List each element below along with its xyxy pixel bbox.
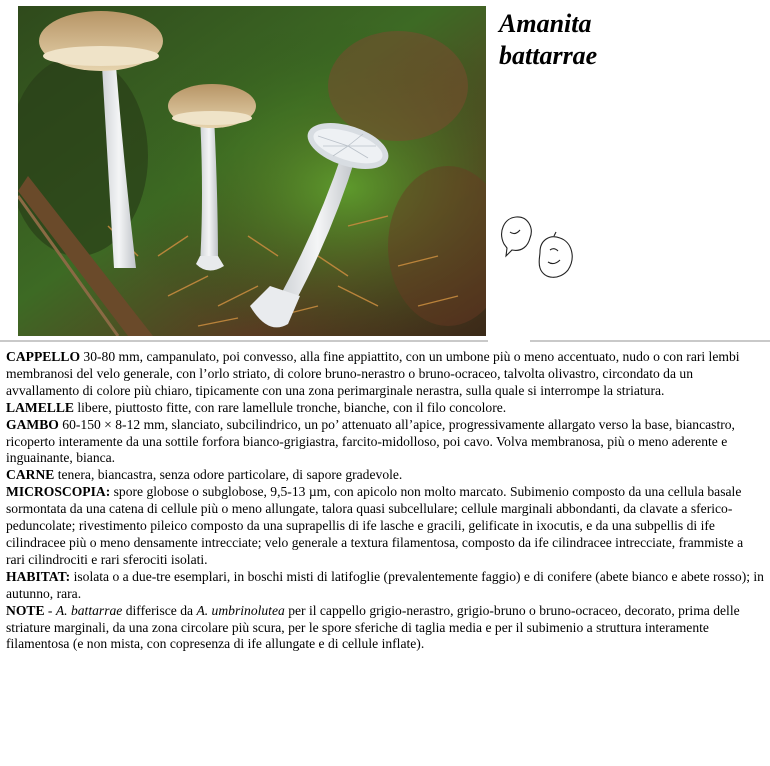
section-label: CAPPELLO bbox=[6, 349, 81, 364]
section-text: tenera, biancastra, senza odore particolare, di sapore gradevole. bbox=[54, 467, 403, 483]
section-note bbox=[6, 603, 764, 654]
section-text: spore globose o subglobose, 9,5-13 µm, con apicolo non molto marcato. Subimenio composto da una cellula basale sormontata da una catena di cellule più o meno allungate, talora quasi subcellulare; cellule marginali abbondanti, da clavate a sferico-peduncolate; rivestimento pileico composto da una suprapellis di ife lasche e gracili, gelificate in ixocutis, e da una subpellis di ife cilindracee più o meno densamente intrecciate; velo generale a textura filamentosa, composto da ife cilindracee intrecciate, frammiste a rari cilindrociti e rari sferociti isolati. bbox=[6, 484, 744, 567]
section-text: 30-80 mm, campanulato, poi convesso, alla fine appiattito, con un umbone più o meno accentuato, nudo o con rari lembi membranosi del velo generale, con l’orlo striato, di colore bruno-nerastro o bruno-ocraceo, talvolta olivastro, circondato da un avvallamento di colore più chiaro, tipicamente con una zona perimarginale nerastra, sulla quale si interrompe la striatura. bbox=[6, 349, 740, 398]
section-label: MICROSCOPIA: bbox=[6, 484, 111, 500]
divider-right bbox=[530, 340, 770, 342]
section-habitat bbox=[6, 569, 764, 603]
spore-drawing-icon bbox=[496, 210, 596, 290]
section-cappello bbox=[6, 349, 764, 400]
species-name-italic: A. battarrae bbox=[55, 602, 123, 618]
section-gambo bbox=[6, 417, 764, 468]
section-microscopia bbox=[6, 484, 764, 569]
section-label: CARNE bbox=[6, 467, 55, 483]
section-label: LAMELLE bbox=[6, 399, 74, 415]
note-text: differisce da bbox=[122, 602, 197, 618]
species-name: battarrae bbox=[499, 41, 598, 70]
genus-name: Amanita bbox=[499, 9, 592, 38]
divider-left bbox=[0, 340, 488, 342]
section-lamelle bbox=[6, 400, 764, 417]
section-text: libere, piuttosto fitte, con rare lamellule tronche, bianche, con il filo concolore. bbox=[73, 399, 507, 415]
section-text: 60-150 × 8-12 mm, slanciato, subcilindrico, un po’ attenuato all’apice, progressivamente allargato verso la base, biancastro, ricoperto interamente da una sottile forfora bianco-grigiastra, farcito-midolloso, poi cavo. Volva membranosa, più o meno aderente e inguainante, bianca. bbox=[6, 416, 735, 466]
note-text: - bbox=[44, 602, 56, 618]
species-name-italic: A. umbrinolutea bbox=[196, 602, 285, 618]
note-text: per il cappello grigio-nerastro, grigio-bruno o bruno-ocraceo, decorato, prima delle striature marginali, da una zona circolare più scura, per le spore sferiche di taglia media e per il subimenio a struttura interamente filamentosa (e non mista, con copresenza di ife allungate e di cellule inflate). bbox=[6, 602, 740, 652]
section-text: isolata o a due-tre esemplari, in boschi misti di latifoglie (prevalentemente faggio) e di conifere (abete bianco e abete rosso); in autunno, rara. bbox=[6, 568, 764, 601]
mushroom-photo-icon bbox=[18, 6, 486, 336]
section-carne bbox=[6, 467, 764, 484]
section-label: HABITAT: bbox=[6, 568, 71, 584]
species-description bbox=[6, 349, 764, 653]
species-title bbox=[499, 8, 597, 72]
section-label: GAMBO bbox=[6, 416, 59, 432]
section-label: NOTE bbox=[6, 602, 45, 618]
